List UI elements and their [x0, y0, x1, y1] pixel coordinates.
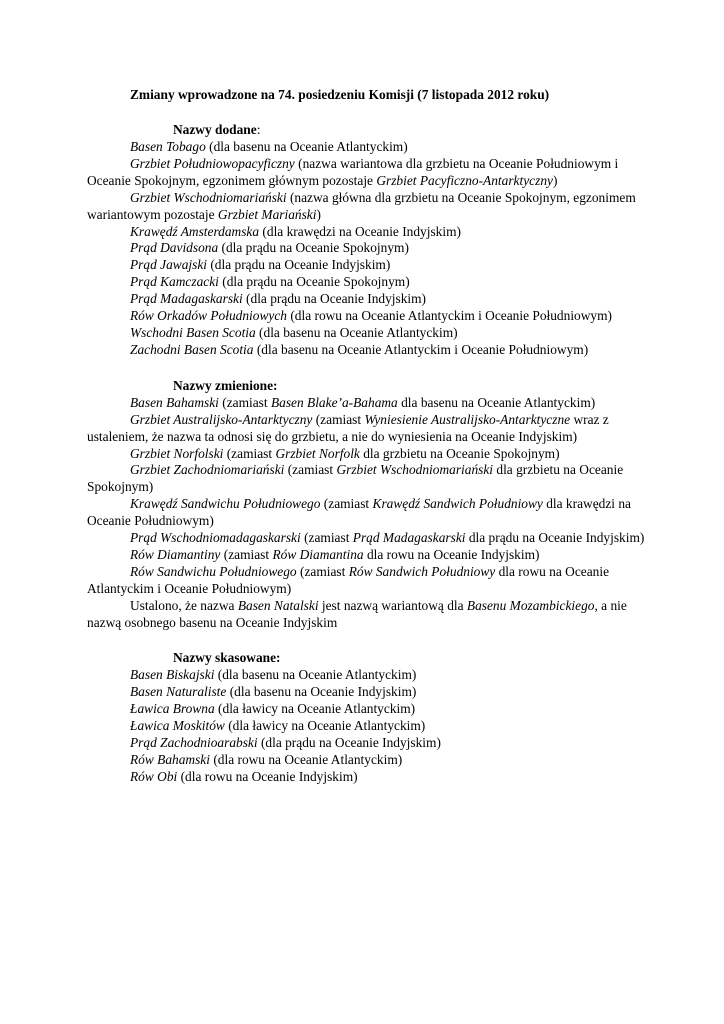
entry-name-secondary: Basen Blake’a-Bahama: [270, 394, 398, 410]
section-changed: [87, 377, 647, 632]
entry-name-secondary: Rów Sandwich Południowy: [348, 563, 496, 579]
entry-desc: (dla basenu na Oceanie Indyjskim): [226, 684, 417, 700]
list-item: [87, 139, 647, 156]
section-changed-heading: [87, 377, 647, 395]
changed-note: [87, 598, 647, 632]
entry-name: Prąd Wschodniomadagaskarski: [130, 530, 301, 546]
list-item: [87, 257, 647, 274]
deleted-list: [87, 667, 647, 785]
section-deleted-heading: [87, 649, 647, 667]
entry-desc: (dla basenu na Oceanie Atlantyckim i Oceanie Południowym): [253, 341, 589, 357]
entry-desc: (zamiast: [320, 496, 373, 512]
section-added-heading-text: Nazwy dodane: [173, 122, 257, 137]
entry-name-secondary: Wyniesienie Australijsko-Antarktyczne: [364, 411, 571, 427]
list-item: [87, 224, 647, 241]
entry-name-secondary: Krawędź Sandwich Południowy: [372, 496, 543, 512]
list-item: [87, 547, 647, 564]
document: [87, 86, 647, 786]
list-item: [87, 735, 647, 752]
entry-name: Basen Bahamski: [130, 394, 219, 410]
section-added-heading: [87, 121, 647, 139]
list-item: [87, 530, 647, 547]
entry-desc: (zamiast: [223, 445, 276, 461]
entry-name: Rów Obi: [130, 768, 178, 784]
list-item: [87, 496, 647, 530]
entry-name: Grzbiet Norfolski: [130, 445, 224, 461]
list-item: [87, 274, 647, 291]
entry-name-secondary: Prąd Madagaskarski: [352, 530, 466, 546]
list-item: [87, 342, 647, 359]
entry-name: Prąd Jawajski: [130, 257, 207, 273]
entry-desc-secondary: wraz z ustaleniem, że nazwa ta odnosi się do grzbietu, a nie do wyniesienia na Oceanie Indyjskim): [87, 411, 609, 444]
entry-desc-secondary: ): [316, 206, 321, 222]
entry-desc: (nazwa wariantowa dla grzbietu na Oceanie Południowym i Oceanie Spokojnym, egzonimem głównym pozostaje: [87, 155, 619, 188]
entry-name: Grzbiet Południowopacyficzny: [130, 155, 295, 171]
entry-desc: (dla rowu na Oceanie Indyjskim): [177, 768, 358, 784]
entry-name-secondary: Grzbiet Norfolk: [275, 445, 360, 461]
entry-desc: (zamiast: [300, 530, 353, 546]
section-added-heading-colon: :: [256, 122, 261, 137]
entry-name: Krawędź Amsterdamska: [130, 223, 260, 239]
entry-name: Ławica Browna: [130, 701, 215, 717]
entry-desc: (zamiast: [218, 394, 271, 410]
note-name2: Basenu Mozambickiego: [466, 597, 595, 613]
entry-name: Basen Naturaliste: [130, 684, 227, 700]
list-item: [87, 291, 647, 308]
entry-desc: (dla rowu na Oceanie Atlantyckim i Oceanie Południowym): [286, 308, 612, 324]
section-deleted-heading-text: Nazwy skasowane:: [173, 650, 281, 666]
list-item: [87, 446, 647, 463]
list-item: [87, 462, 647, 496]
entry-desc-secondary: dla basenu na Oceanie Atlantyckim): [397, 394, 596, 410]
entry-desc: (dla prądu na Oceanie Spokojnym): [218, 274, 410, 290]
entry-name: Basen Biskajski: [130, 667, 215, 683]
list-item: [87, 564, 647, 598]
list-item: [87, 395, 647, 412]
entry-name: Basen Tobago: [130, 139, 206, 154]
section-added: [87, 121, 647, 359]
list-item: [87, 156, 647, 190]
section-changed-heading-text: Nazwy zmienione:: [173, 377, 278, 393]
list-item: [87, 684, 647, 701]
list-item: [87, 190, 647, 224]
entry-desc: (dla prądu na Oceanie Indyjskim): [207, 257, 391, 273]
entry-desc: (dla basenu na Oceanie Atlantyckim): [255, 324, 458, 340]
entry-name: Prąd Davidsona: [130, 240, 219, 256]
entry-desc: (dla basenu na Oceanie Atlantyckim): [205, 139, 408, 154]
list-item: [87, 718, 647, 735]
entry-desc: (dla krawędzi na Oceanie Indyjskim): [259, 223, 461, 239]
entry-name: Ławica Moskitów: [130, 718, 225, 734]
list-item: [87, 240, 647, 257]
note-pre: Ustalono, że nazwa: [130, 597, 238, 613]
entry-desc: (dla prądu na Oceanie Indyjskim): [242, 291, 427, 307]
entry-name: Rów Orkadów Południowych: [130, 308, 287, 324]
entry-name: Rów Diamantiny: [130, 546, 221, 562]
entry-desc: (dla ławicy na Oceanie Atlantyckim): [214, 701, 416, 717]
entry-desc: (dla prądu na Oceanie Indyjskim): [257, 735, 441, 751]
note-post: , a nie nazwą osobnego basenu na Oceanie Indyjskim: [87, 597, 627, 630]
entry-name: Rów Sandwichu Południowego: [130, 563, 297, 579]
entry-desc: (dla rowu na Oceanie Atlantyckim): [209, 752, 403, 767]
entry-desc-secondary: dla grzbietu na Oceanie Spokojnym): [87, 462, 624, 495]
entry-name: Wschodni Basen Scotia: [130, 324, 256, 340]
entry-name-secondary: Grzbiet Mariański: [217, 206, 317, 222]
entry-name: Prąd Madagaskarski: [130, 291, 243, 307]
list-item: [87, 412, 647, 446]
entry-desc-secondary: dla rowu na Oceanie Indyjskim): [363, 546, 540, 562]
entry-name: Grzbiet Australijsko-Antarktyczny: [130, 411, 313, 427]
list-item: [87, 769, 647, 786]
entry-desc: (dla ławicy na Oceanie Atlantyckim): [224, 718, 426, 734]
entry-name: Prąd Kamczacki: [130, 274, 219, 290]
entry-desc: (dla basenu na Oceanie Atlantyckim): [214, 667, 417, 683]
entry-desc-secondary: dla krawędzi na Oceanie Południowym): [87, 496, 631, 529]
entry-name-secondary: Rów Diamantina: [272, 546, 364, 562]
entry-desc-secondary: dla grzbietu na Oceanie Spokojnym): [359, 445, 560, 461]
entry-name: Krawędź Sandwichu Południowego: [130, 496, 321, 512]
entry-name-secondary: Grzbiet Wschodniomariański: [336, 462, 494, 478]
added-list: [87, 139, 647, 359]
entry-desc: (zamiast: [296, 563, 349, 579]
list-item: [87, 667, 647, 684]
note-mid: jest nazwą wariantową dla: [318, 597, 467, 613]
entry-desc: (zamiast: [312, 411, 365, 427]
entry-desc: (nazwa główna dla grzbietu na Oceanie Spokojnym, egzonimem wariantowym pozostaje: [87, 189, 636, 222]
entry-name: Rów Bahamski: [130, 752, 210, 767]
note-name: Basen Natalski: [237, 597, 319, 613]
entry-name-secondary: Grzbiet Pacyficzno-Antarktyczny: [376, 172, 553, 188]
section-deleted: [87, 649, 647, 785]
entry-desc-secondary: dla rowu na Oceanie Atlantyckim i Oceanie Południowym): [87, 563, 610, 596]
list-item: [87, 325, 647, 342]
entry-name: Grzbiet Zachodniomariański: [130, 462, 285, 478]
list-item: [87, 701, 647, 718]
list-item: [87, 752, 647, 769]
entry-name: Grzbiet Wschodniomariański: [130, 189, 287, 205]
changed-list: [87, 395, 647, 598]
document-title: Zmiany wprowadzone na 74. posiedzeniu Komisji (7 listopada 2012 roku): [130, 87, 550, 102]
list-item: [87, 308, 647, 325]
entry-desc: (dla prądu na Oceanie Spokojnym): [218, 240, 409, 256]
entry-desc: (zamiast: [220, 546, 273, 562]
entry-desc: (zamiast: [284, 462, 337, 478]
entry-desc-secondary: dla prądu na Oceanie Indyjskim): [465, 530, 645, 546]
entry-name: Zachodni Basen Scotia: [130, 341, 254, 357]
entry-desc-secondary: ): [552, 172, 558, 188]
entry-name: Prąd Zachodnioarabski: [130, 735, 258, 751]
